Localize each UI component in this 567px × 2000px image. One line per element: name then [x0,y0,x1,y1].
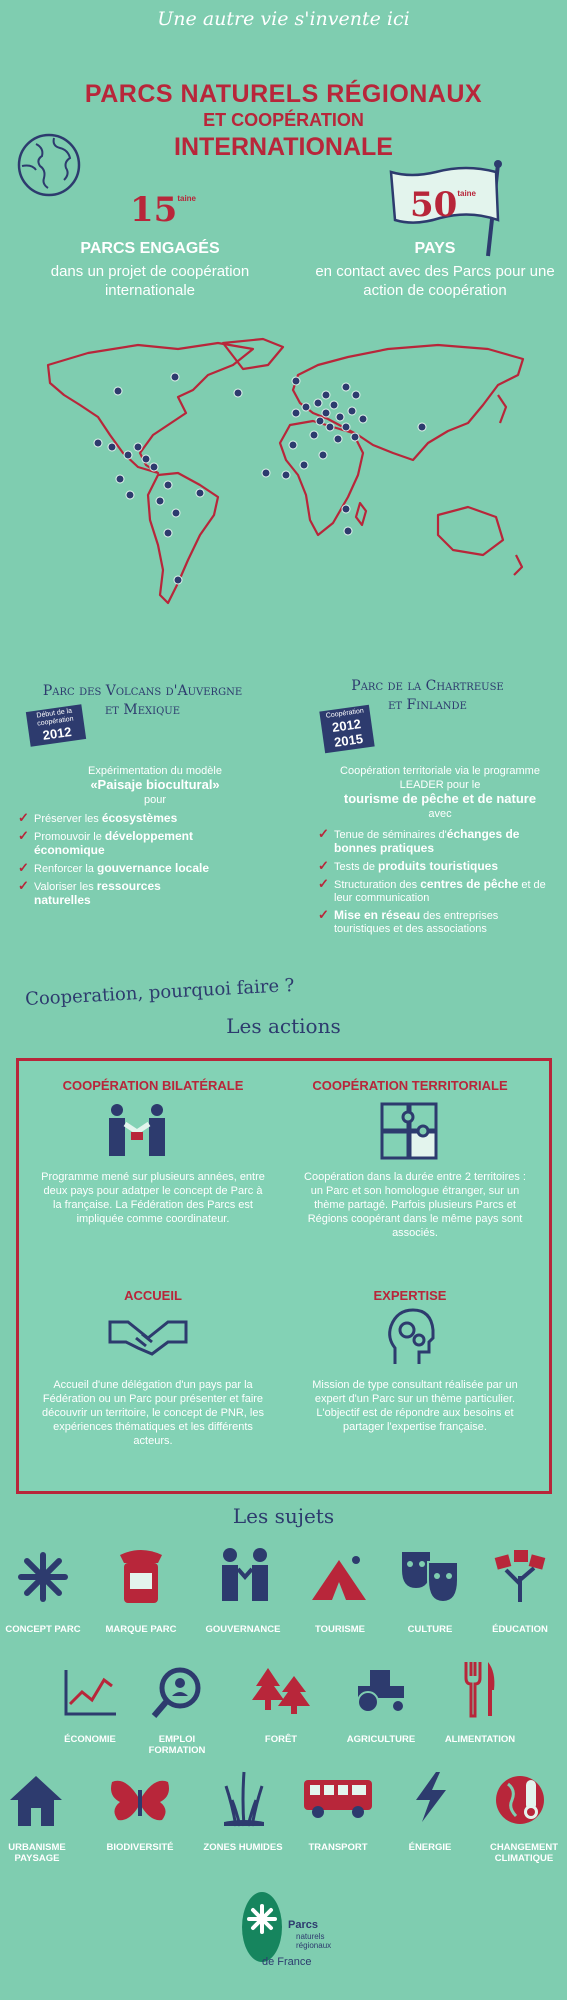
subject-label: CHANGEMENT CLIMATIQUE [489,1842,559,1864]
intro-suffix: pour [143,794,167,806]
slogan: Une autre vie s'invente ici [157,8,410,30]
stat-text: dans un projet de coopération internationale [50,263,250,299]
subject-label: GOUVERNANCE [205,1624,281,1635]
action-title: COOPÉRATION TERRITORIALE [312,1078,508,1093]
intro-highlight: tourisme de pêche et de nature [343,791,537,806]
title-line-2: ET COOPÉRATION [203,110,364,130]
bullet-post: et de leur communication [334,879,546,904]
bullet-bold: Mise en réseau [334,908,421,922]
bullet-pre: Tests de [334,861,379,873]
project-bullet-list [318,828,553,940]
line-chart-icon [62,1668,118,1718]
action-text: Coopération dans la durée entre 2 territoires : un Parc et son homologue étranger, sur un thème partagé. Parfois plusieurs Parcs et Régions coopérant dans le même pays sont associés. [304,1171,526,1239]
intro-suffix: avec [428,808,452,820]
subject-label: ÉCONOMIE [64,1734,116,1745]
subject-label: ÉNERGIE [408,1842,452,1853]
tractor-icon [352,1666,410,1714]
new-zealand [514,555,522,575]
handshake-icon [108,1312,188,1358]
north-america [48,343,253,473]
action-text: Accueil d'une délégation d'un pays par la Fédération ou un Parc pour présenter et faire découvrir un territoire, le concept de PNR, les expériences thématiques et les différents acteurs. [42,1379,264,1447]
bullet-pre: Préserver les [34,813,102,825]
project-date-tag [319,705,374,754]
bullet-bold: gouvernance locale [96,861,210,875]
title-line-3: INTERNATIONALE [174,133,393,161]
intro-prefix: Coopération territoriale via le programme LEADER pour le [340,765,540,791]
bullet-item [18,812,218,826]
footer-logo-country: de France [262,1956,312,1968]
japan [498,395,506,423]
bullet-bold: ressources naturelles [34,879,161,907]
bullet-bold: développement économique [34,829,193,857]
stat-number: 15 [130,190,178,230]
puzzle-icon [380,1102,438,1160]
why-title: Cooperation, pourquoi faire ? [24,974,295,1011]
action-title: EXPERTISE [373,1288,447,1303]
africa [280,421,363,535]
europe-asia [293,345,523,460]
project-title-line: et Finlande [388,697,467,713]
star-logo-icon [18,1552,68,1602]
bullet-post: des entreprises touristiques et des associations [334,910,499,935]
project-bullet-list [18,812,218,912]
bullet-pre: Promouvoir le [34,831,105,843]
house-icon [8,1774,64,1828]
bullet-pre: Valoriser les [34,881,97,893]
cutlery-icon [462,1660,498,1718]
bullet-item [18,830,218,858]
world-map [28,335,538,635]
bullet-pre: Renforcer la [34,863,97,875]
jam-jar-icon [118,1547,164,1605]
subjects-title: Les sujets [232,1504,335,1528]
subject-label: TRANSPORT [308,1842,368,1853]
stat-suffix: taine [457,189,476,198]
bus-icon [302,1776,374,1820]
tag-year: 2012 [331,716,362,735]
intro-prefix: Expérimentation du modèle [88,765,222,777]
bullet-pre: Structuration des [334,879,421,891]
globe-thermometer-icon [494,1770,552,1828]
reeds-icon [222,1770,266,1828]
subject-label: ZONES HUMIDES [203,1842,283,1853]
subject-label: ÉDUCATION [492,1624,548,1635]
subject-label: AGRICULTURE [346,1734,416,1745]
subject-label: CONCEPT PARC [5,1624,81,1635]
stat-text: en contact avec des Parcs pour une action de coopération [315,263,555,299]
stat-title: PARCS ENGAGÉS [80,240,220,257]
handshake-people-icon [105,1102,169,1158]
pnr-logo-icon [240,1890,284,1964]
project-date-tag [26,704,86,746]
project-title-line: Parc des Volcans d'Auvergne [42,683,243,699]
butterfly-icon [108,1776,172,1826]
action-text: Programme mené sur plusieurs années, entre deux pays pour adatper le concept de Parc à la française. La Fédération des Parcs est impliquée comme coordinateur. [41,1171,265,1225]
action-title: COOPÉRATION BILATÉRALE [62,1078,244,1093]
subject-label: EMPLOI FORMATION [148,1734,206,1756]
subject-label: FORÊT [264,1734,298,1745]
project-intro [40,764,270,807]
stat-parks [130,190,196,230]
learning-tree-icon [492,1548,548,1604]
stat-number: 50 [410,185,458,225]
bullet-item [318,860,553,874]
project-intro [325,764,555,821]
action-text: Mission de type consultant réalisée par un expert d'un Parc sur un thème particulier. L'objectif est de répondre aux besoins et partager l'expertise française. [312,1379,518,1433]
bullet-item [318,828,553,856]
bullet-bold: échanges de bonnes pratiques [334,827,520,855]
subject-label: URBANISME PAYSAGE [8,1842,66,1864]
bullet-item [318,878,553,905]
tag-label: Coopération [325,707,365,720]
magnifier-person-icon [150,1664,206,1720]
stat-title: PAYS [414,240,456,257]
logo-line: Parcs [288,1919,318,1931]
masks-icon [400,1548,460,1604]
tag-label: Début de la coopération [36,707,75,728]
footer-logo-subtext [296,1932,331,1950]
project-title-line: Parc de la Chartreuse [351,678,504,694]
logo-line: régionaux [296,1941,332,1950]
actions-title: Les actions [226,1014,341,1038]
subject-label: TOURISME [315,1624,365,1635]
people-icon [218,1547,272,1603]
stat-suffix: taine [177,194,196,203]
bullet-bold: écosystèmes [101,811,178,825]
project-title-line: et Mexique [104,702,181,718]
title-line-1: PARCS NATURELS RÉGIONAUX [84,80,483,108]
bullet-item [318,909,553,936]
logo-line: naturels [296,1932,325,1941]
madagascar [356,503,366,525]
australia [438,507,503,555]
subject-label: MARQUE PARC [105,1624,177,1635]
action-title: ACCUEIL [124,1288,182,1303]
lightning-icon [412,1770,448,1824]
bullet-pre: Tenue de séminaires d' [334,829,447,841]
tag-year: 2012 [41,723,73,743]
south-america [148,473,218,603]
bullet-bold: produits touristiques [378,859,499,873]
tag-year: 2015 [333,730,364,750]
bullet-item [18,880,218,908]
intro-highlight: «Paisaje biocultural» [90,777,220,792]
footer-logo-text [288,1920,318,1931]
subject-label: ALIMENTATION [444,1734,516,1745]
stat-countries [410,185,476,225]
fir-trees-icon [252,1666,310,1716]
bullet-item [18,862,218,876]
bullet-bold: centres de pêche [420,877,519,891]
tent-icon [310,1552,368,1602]
subject-label: CULTURE [407,1624,453,1635]
head-gears-icon [385,1308,435,1366]
subject-label: BIODIVERSITÉ [106,1842,174,1853]
